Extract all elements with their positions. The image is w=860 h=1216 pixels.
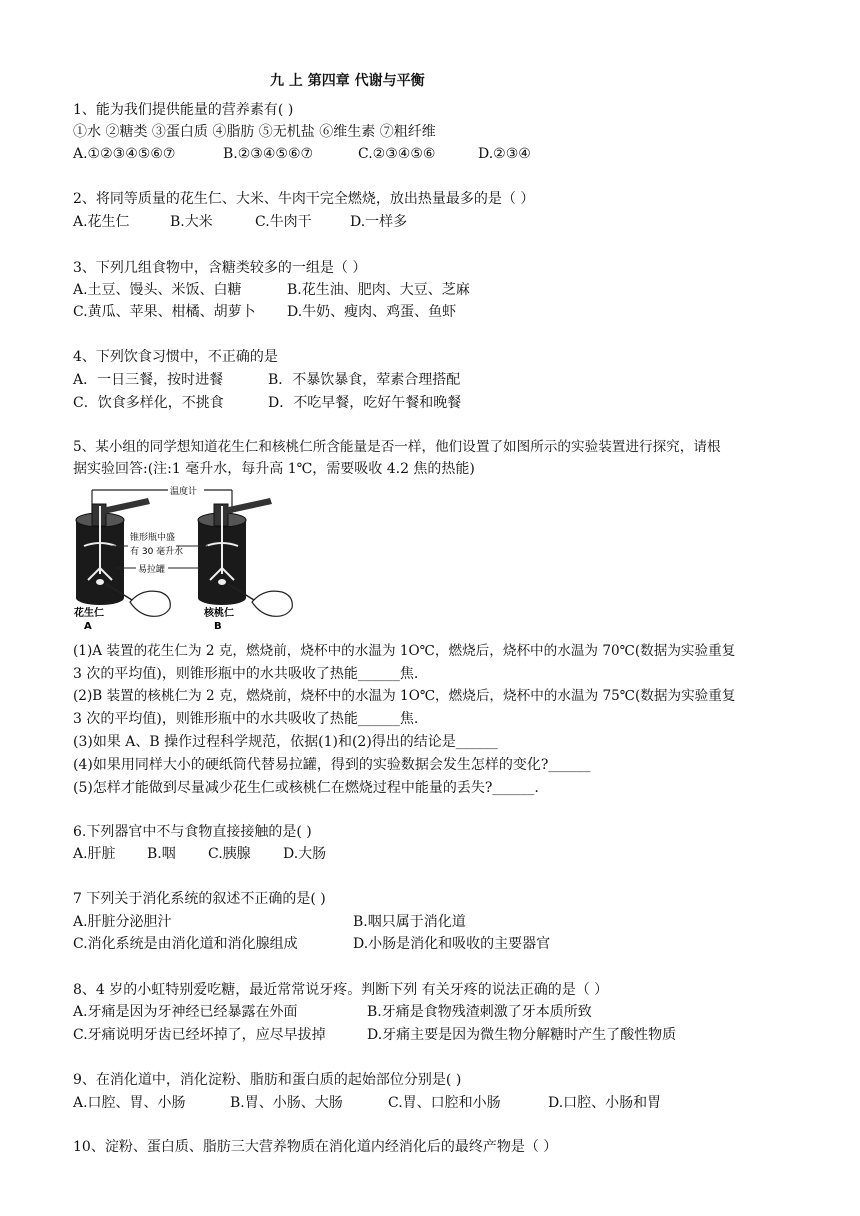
question-5-part-2-line-1: (2)B 装置的核桃仁为 2 克，燃烧前，烧杯中的水温为 1O℃，燃烧后，烧杯中的水温为 75℃(数据为实验重复 [73,688,736,704]
label-peanut: 花生仁 [74,608,104,619]
question-7-option-b: B.咽只属于消化道 [353,914,466,930]
question-3-stem: 3、下列几组食物中，含糖类较多的一组是（ ） [73,260,367,276]
question-4-option-d: D．不吃早餐，吃好午餐和晚餐 [268,395,462,411]
question-10-stem: 10、淀粉、蛋白质、脂肪三大营养物质在消化道内经消化后的最终产物是（ ） [73,1139,558,1155]
question-5-stem-line-2: 据实验回答:(注:1 毫升水，每升高 1℃，需要吸收 4.2 焦的热能) [73,461,475,477]
question-8-option-a: A.牙痛是因为牙神经已经暴露在外面 [73,1004,298,1020]
question-1-items: ①水 ②糖类 ③蛋白质 ④脂肪 ⑤无机盐 ⑥维生素 ⑦粗纤维 [73,124,436,140]
question-3-option-c: C.黄瓜、苹果、柑橘、胡萝卜 [73,304,256,320]
question-5-part-1-line-2: 3 次的平均值)，则锥形瓶中的水共吸收了热能______焦. [73,666,419,682]
question-1-option-c: C.②③④⑤⑥ [358,146,436,162]
can-label: 易拉罐 [138,565,166,575]
question-9-option-d: D.口腔、小肠和胃 [548,1095,662,1111]
question-6-stem: 6.下列器官中不与食物直接接触的是( ) [73,824,312,840]
question-8-option-b: B.牙痛是食物残渣刺激了牙本质所致 [367,1004,592,1020]
question-2-stem: 2、将同等质量的花生仁、大米、牛肉干完全燃烧，放出热量最多的是（ ） [73,191,535,207]
question-1-stem: 1、能为我们提供能量的营养素有( ) [73,102,294,118]
question-9-option-b: B.胃、小肠、大肠 [230,1095,343,1111]
question-2-option-c: C.牛肉干 [255,214,312,230]
question-4-option-b: B．不暴饮暴食，荤素合理搭配 [268,372,461,388]
question-7-option-d: D.小肠是消化和吸收的主要器官 [353,936,551,952]
question-2-option-d: D.一样多 [350,214,408,230]
question-6-option-a: A.肝脏 [73,846,116,862]
question-9-option-a: A.口腔、胃、小肠 [73,1095,186,1111]
question-8-option-d: D.牙痛主要是因为微生物分解糖时产生了酸性物质 [367,1027,677,1043]
page-title: 九 上 第四章 代谢与平衡 [270,73,425,89]
question-3-option-d: D.牛奶、瘦肉、鸡蛋、鱼虾 [287,304,457,320]
question-7-option-c: C.消化系统是由消化道和消化腺组成 [73,936,298,952]
label-walnut: 核桃仁 [204,608,234,619]
question-4-stem: 4、下列饮食习惯中，不正确的是 [73,349,278,365]
question-9-stem: 9、在消化道中，消化淀粉、脂肪和蛋白质的起始部位分别是( ) [73,1072,462,1088]
question-7-option-a: A.肝脏分泌胆汁 [73,914,172,930]
question-3-option-a: A.土豆、馒头、米饭、白糖 [73,282,242,298]
question-6-option-d: D.大肠 [283,846,327,862]
question-6-option-b: B.咽 [147,846,176,862]
question-5-part-3: (3)如果 A、B 操作过程科学规范，依据(1)和(2)得出的结论是______ [73,734,498,750]
flask-water-label-2: 有 30 毫升水 [130,547,184,557]
question-9-option-c: C.胃、口腔和小肠 [388,1095,501,1111]
question-5-part-1-line-1: (1)A 装置的花生仁为 2 克，燃烧前，烧杯中的水温为 1O℃，燃烧后，烧杯中的水温为 70℃(数据为实验重复 [73,643,736,659]
question-1-option-a: A.①②③④⑤⑥⑦ [73,146,176,162]
question-7-stem: 7 下列关于消化系统的叙述不正确的是( ) [73,891,326,907]
question-3-option-b: B.花生油、肥肉、大豆、芝麻 [287,282,470,298]
thermometer-label: 温度计 [170,487,198,497]
question-1-option-b: B.②③④⑤⑥⑦ [223,146,314,162]
question-1-option-d: D.②③④ [478,146,531,162]
question-5-part-5: (5)怎样才能做到尽量减少花生仁或核桃仁在燃烧过程中能量的丢失?______. [73,780,539,796]
question-2-option-a: A.花生仁 [73,214,130,230]
question-5-part-2-line-2: 3 次的平均值)，则锥形瓶中的水共吸收了热能______焦. [73,711,419,727]
question-2-option-b: B.大米 [170,214,213,230]
flask-water-label-1: 锥形瓶中盛 [130,533,176,543]
question-4-option-a: A．一日三餐，按时进餐 [73,372,224,388]
question-8-option-c: C.牙痛说明牙齿已经坏掉了，应尽早拔掉 [73,1027,326,1043]
experiment-apparatus-figure [72,484,320,632]
question-8-stem: 8、4 岁的小虹特别爱吃糖，最近常常说牙疼。判断下列 有关牙疼的说法正确的是（ ） [73,982,609,998]
question-5-part-4: (4)如果用同样大小的硬纸筒代替易拉罐，得到的实验数据会发生怎样的变化?______ [73,757,591,773]
label-a: A [84,621,92,632]
question-4-option-c: C．饮食多样化，不挑食 [73,395,224,411]
question-6-option-c: C.胰腺 [208,846,251,862]
question-5-stem-line-1: 5、某小组的同学想知道花生仁和核桃仁所含能量是否一样，他们设置了如图所示的实验装置进行探究，请根 [73,439,721,455]
label-b: B [214,621,222,632]
